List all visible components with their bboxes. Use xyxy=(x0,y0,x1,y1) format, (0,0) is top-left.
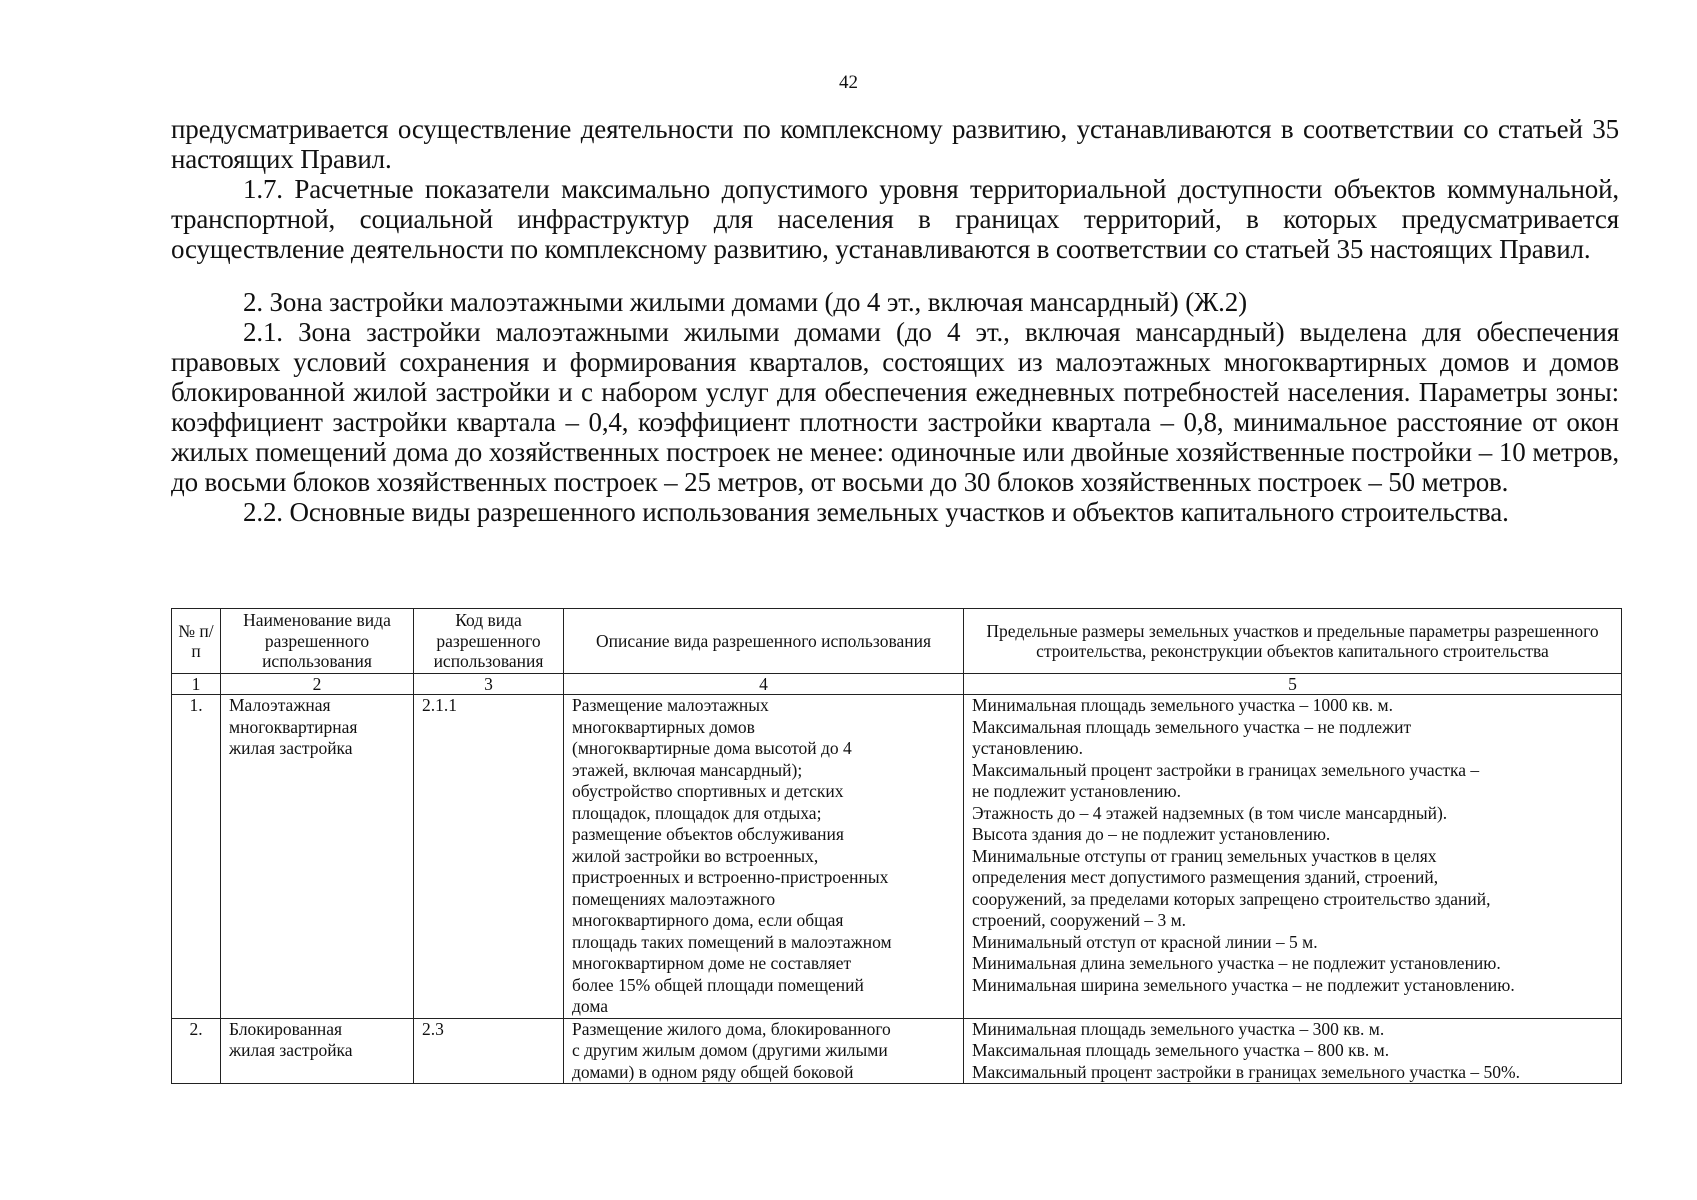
header-code: Код вида разрешенного использования xyxy=(414,609,564,674)
header-num: № п/п xyxy=(172,609,221,674)
text-line: Высота здания до – не подлежит установлению. xyxy=(972,824,1331,844)
text-line: Максимальный процент застройки в границах земельного участка – xyxy=(972,759,1480,780)
column-number: 5 xyxy=(964,674,1622,695)
text-line: размещение объектов обслуживания xyxy=(572,824,844,844)
text-line: Минимальная ширина земельного участка – не подлежит установлению. xyxy=(972,974,1515,995)
permitted-use-table xyxy=(171,608,1622,1084)
text-line: Блокированная xyxy=(229,1018,343,1039)
text-line: Минимальная длина земельного участка – не подлежит установлению. xyxy=(972,953,1501,973)
text-line: с другим жилым домом (другими жилыми xyxy=(572,1040,888,1060)
document-body xyxy=(171,114,1619,527)
page-number: 42 xyxy=(839,72,858,93)
column-number: 2 xyxy=(221,674,414,695)
row-num: 1. xyxy=(172,695,221,1019)
text-line: Минимальная площадь земельного участка – 300 кв. м. xyxy=(972,1018,1385,1039)
table-row xyxy=(172,1018,1622,1084)
text-line: сооружений, за пределами которых запрещено строительство зданий, xyxy=(972,888,1491,909)
column-number-row xyxy=(172,674,1622,695)
text-line: Максимальная площадь земельного участка – 800 кв. м. xyxy=(972,1040,1390,1060)
section-heading-zone-zh2: 2. Зона застройки малоэтажными жилыми домами (до 4 эт., включая мансардный) (Ж.2) xyxy=(243,287,1247,317)
row-limits xyxy=(964,695,1622,1019)
row-code: 2.3 xyxy=(414,1018,564,1084)
text-line: многоквартирная xyxy=(229,716,358,737)
text-line: Максимальный процент застройки в границах земельного участка – 50%. xyxy=(972,1061,1521,1082)
text-line: многоквартирном доме не составляет xyxy=(572,953,852,973)
table-header-row xyxy=(172,609,1622,674)
text-line: пристроенных и встроенно-пристроенных xyxy=(572,867,889,887)
text-line: дома xyxy=(572,996,609,1016)
text-line: строений, сооружений – 3 м. xyxy=(972,910,1187,930)
header-name: Наименование вида разрешенного использования xyxy=(221,609,414,674)
text-line: жилой застройки во встроенных, xyxy=(572,845,819,866)
row-name xyxy=(221,695,414,1019)
paragraph-2-2: 2.2. Основные виды разрешенного использования земельных участков и объектов капитального строительства. xyxy=(243,497,1509,527)
text-line: многоквартирного дома, если общая xyxy=(572,910,844,930)
text-line: Минимальная площадь земельного участка – 1000 кв. м. xyxy=(972,695,1393,715)
text-line: Малоэтажная xyxy=(229,695,331,715)
text-line: определения мест допустимого размещения зданий, строений, xyxy=(972,867,1439,887)
text-line: площадок, площадок для отдыха; xyxy=(572,802,822,823)
text-line: Размещение малоэтажных xyxy=(572,695,769,715)
row-description xyxy=(564,1018,964,1084)
text-line: площадь таких помещений в малоэтажном xyxy=(572,931,892,952)
text-line: этажей, включая мансардный); xyxy=(572,759,803,780)
row-description xyxy=(564,695,964,1019)
text-line: более 15% общей площади помещений xyxy=(572,974,864,995)
paragraph-1-7: 1.7. Расчетные показатели максимально допустимого уровня территориальной доступности объектов коммунальной, транспортной, социальной инфраструктур для населения в границах территорий, в которых предусматривается осуществление деятельности по комплексному развитию, устанавливаются в соответствии со статьей 35 настоящих Правил. xyxy=(171,174,1619,264)
paragraph-2-1: 2.1. Зона застройки малоэтажными жилыми домами (до 4 эт., включая мансардный) выделена для обеспечения правовых условий сохранения и формирования кварталов, состоящих из малоэтажных многоквартирных домов и домов блокированной жилой застройки и с набором услуг для обеспечения ежедневных потребностей населения. Параметры зоны: коэффициент застройки квартала – 0,4, коэффициент плотности застройки квартала – 0,8, минимальное расстояние от окон жилых помещений дома до хозяйственных построек не менее: одиночные или двойные хозяйственные постройки – 10 метров, до восьми блоков хозяйственных построек – 25 метров, от восьми до 30 блоков хозяйственных построек – 50 метров. xyxy=(171,317,1619,497)
header-limits: Предельные размеры земельных участков и предельные параметры разрешенного строительства, реконструкции объектов капитального строительства xyxy=(964,609,1622,674)
text-line: жилая застройка xyxy=(229,1040,353,1060)
text-line: Минимальный отступ от красной линии – 5 м. xyxy=(972,931,1318,952)
text-line: жилая застройка xyxy=(229,738,353,758)
row-code: 2.1.1 xyxy=(414,695,564,1019)
column-number: 3 xyxy=(414,674,564,695)
row-name xyxy=(221,1018,414,1084)
column-number: 1 xyxy=(172,674,221,695)
text-line: Максимальная площадь земельного участка – не подлежит xyxy=(972,716,1412,737)
text-line: помещениях малоэтажного xyxy=(572,888,776,909)
text-line: домами) в одном ряду общей боковой xyxy=(572,1061,854,1082)
column-number: 4 xyxy=(564,674,964,695)
text-line: многоквартирных домов xyxy=(572,716,755,737)
text-line: Минимальные отступы от границ земельных участков в целях xyxy=(972,845,1437,866)
text-line: обустройство спортивных и детских xyxy=(572,781,844,801)
text-line: (многоквартирные дома высотой до 4 xyxy=(572,738,852,758)
text-line: Этажность до – 4 этажей надземных (в том числе мансардный). xyxy=(972,802,1448,823)
text-line: не подлежит установлению. xyxy=(972,781,1181,801)
table-row xyxy=(172,695,1622,1019)
header-description: Описание вида разрешенного использования xyxy=(564,609,964,674)
paragraph-continuation: предусматривается осуществление деятельности по комплексному развитию, устанавливаются в соответствии со статьей 35 настоящих Правил. xyxy=(171,114,1619,174)
text-line: установлению. xyxy=(972,738,1083,758)
row-limits xyxy=(964,1018,1622,1084)
text-line: Размещение жилого дома, блокированного xyxy=(572,1018,891,1039)
row-num: 2. xyxy=(172,1018,221,1084)
